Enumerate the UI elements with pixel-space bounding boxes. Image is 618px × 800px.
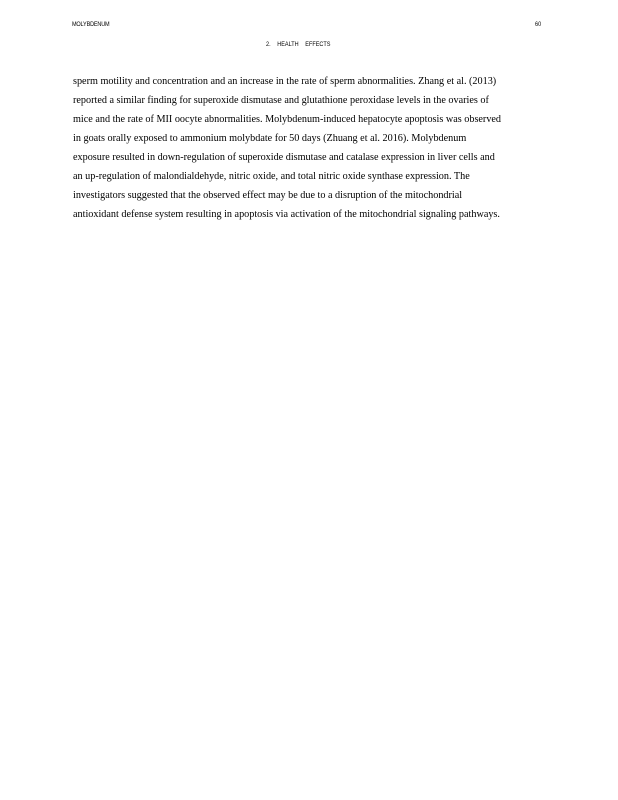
text-line: mice and the rate of MII oocyte abnormalities. Molybdenum-induced hepatocyte apoptosis was observed <box>73 114 502 125</box>
running-head-title: MOLYBDENUM <box>72 21 110 28</box>
text-line: an up-regulation of malondialdehyde, nitric oxide, and total nitric oxide synthase expression. The <box>73 171 470 182</box>
chapter-heading: 2. HEALTH EFFECTS <box>266 41 331 48</box>
text-line: exposure resulted in down-regulation of superoxide dismutase and catalase expression in liver cells and <box>73 152 495 163</box>
text-line: investigators suggested that the observed effect may be due to a disruption of the mitochondrial <box>73 190 463 201</box>
text-line: sperm motility and concentration and an increase in the rate of sperm abnormalities. Zhang et al. (2013) <box>73 76 497 87</box>
page-number: 60 <box>535 21 542 28</box>
text-line: in goats orally exposed to ammonium molybdate for 50 days (Zhuang et al. 2016). Molybdenum <box>73 133 467 144</box>
text-line: antioxidant defense system resulting in apoptosis via activation of the mitochondrial signaling pathways. <box>73 209 500 220</box>
body-paragraph <box>73 72 573 224</box>
text-line: reported a similar finding for superoxide dismutase and glutathione peroxidase levels in the ovaries of <box>73 95 489 106</box>
